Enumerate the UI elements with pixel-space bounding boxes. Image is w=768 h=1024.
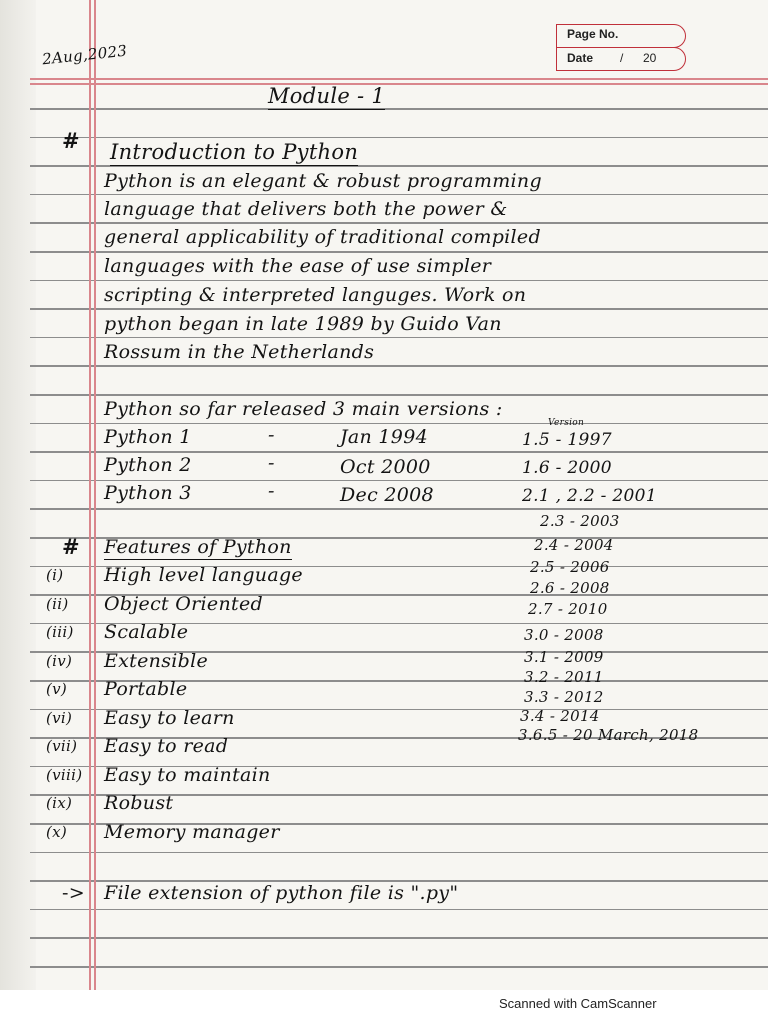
ruled-line — [30, 194, 768, 196]
release-date-3: Dec 2008 — [340, 484, 434, 506]
scanner-footer: Scanned with CamScanner — [499, 996, 657, 1011]
version-list-item: 2.6 - 2008 — [530, 579, 610, 597]
release-version-3: 2.1 , 2.2 - 2001 — [522, 486, 657, 506]
date-label: Date — [567, 51, 594, 65]
feature-number: (ii) — [46, 594, 69, 613]
top-red-rule-2 — [30, 83, 768, 85]
feature-item: High level language — [104, 564, 303, 586]
feature-number: (i) — [46, 566, 64, 584]
intro-line-7: Rossum in the Netherlands — [104, 341, 375, 363]
feature-item: Extensible — [104, 649, 209, 672]
ruled-line — [30, 280, 768, 282]
feature-number: (iii) — [46, 623, 74, 641]
ruled-line — [30, 251, 768, 253]
feature-item: Object Oriented — [104, 592, 263, 615]
feature-number: (v) — [46, 680, 68, 698]
release-date-2: Oct 2000 — [340, 456, 431, 478]
release-name-3: Python 3 — [104, 482, 192, 504]
feature-number: (iv) — [46, 651, 73, 670]
page-no-label: Page No. — [567, 27, 619, 41]
margin-line — [89, 0, 91, 990]
entry-date: 2Aug,2023 — [41, 41, 128, 69]
intro-line-2: language that delivers both the power & — [104, 198, 508, 220]
margin-line-2 — [94, 0, 96, 990]
intro-line-3: general applicability of traditional compiled — [104, 226, 541, 248]
ruled-line — [30, 222, 768, 224]
ruled-line — [30, 137, 768, 139]
ruled-line — [30, 423, 768, 425]
ruled-line — [30, 108, 768, 110]
versions-heading: Python so far released 3 main versions : — [104, 398, 503, 420]
feature-item: Easy to learn — [104, 706, 235, 729]
intro-bullet: # — [62, 128, 80, 153]
feature-item: Robust — [104, 792, 174, 814]
version-list-item: 3.0 - 2008 — [524, 626, 604, 644]
ruled-line — [30, 337, 768, 339]
release-name-2: Python 2 — [104, 454, 192, 476]
version-list-item: 3.4 - 2014 — [520, 707, 600, 725]
ruled-line — [30, 451, 768, 453]
ruled-line — [30, 852, 768, 854]
intro-heading: Introduction to Python — [110, 140, 359, 164]
date-year: 20 — [643, 51, 657, 65]
release-dash-3: - — [268, 480, 275, 502]
feature-number: (ix) — [46, 794, 73, 812]
release-version-1: 1.5 - 1997 — [522, 430, 612, 450]
release-dash-1: - — [268, 424, 275, 446]
page-binding-edge — [0, 0, 36, 990]
version-list-item: 2.5 - 2006 — [530, 558, 610, 576]
ruled-line — [30, 909, 768, 911]
top-red-rule — [30, 78, 768, 80]
version-list-item: 2.4 - 2004 — [534, 536, 614, 554]
features-heading: Features of Python — [104, 536, 292, 558]
feature-item: Memory manager — [104, 820, 280, 843]
feature-number: (vii) — [46, 737, 78, 755]
version-list-item: 2.3 - 2003 — [540, 512, 620, 530]
version-column-label: Version — [548, 418, 585, 428]
intro-line-1: Python is an elegant & robust programming — [104, 170, 542, 192]
version-list-item: 2.7 - 2010 — [528, 600, 608, 618]
ruled-line — [30, 308, 768, 310]
version-list-item: 3.1 - 2009 — [524, 648, 604, 666]
date-box — [556, 47, 686, 71]
feature-number: (x) — [46, 822, 68, 841]
features-bullet: # — [62, 534, 80, 559]
page-title: Module - 1 — [268, 84, 386, 108]
ruled-line — [30, 508, 768, 510]
arrow-icon: -> — [62, 882, 85, 904]
version-list-item: 3.2 - 2011 — [524, 668, 604, 686]
release-version-2: 1.6 - 2000 — [522, 458, 612, 478]
release-name-1: Python 1 — [104, 426, 192, 448]
feature-item: Scalable — [104, 621, 189, 643]
page-no-box — [556, 24, 686, 48]
file-extension-note: File extension of python file is ".py" — [104, 882, 459, 904]
date-separator: / — [620, 51, 624, 65]
release-dash-2: - — [268, 452, 275, 474]
version-list-item: 3.6.5 - 20 March, 2018 — [518, 726, 699, 744]
feature-item: Easy to maintain — [104, 763, 271, 786]
ruled-line — [30, 937, 768, 939]
intro-line-5: scripting & interpreted languges. Work on — [104, 284, 527, 306]
ruled-line — [30, 966, 768, 968]
release-date-1: Jan 1994 — [340, 426, 428, 448]
version-list-item: 3.3 - 2012 — [524, 688, 604, 706]
ruled-line — [30, 394, 768, 396]
intro-line-6: python began in late 1989 by Guido Van — [104, 313, 502, 335]
feature-item: Easy to read — [104, 735, 229, 757]
ruled-line — [30, 365, 768, 367]
feature-item: Portable — [104, 678, 188, 700]
feature-number: (viii) — [46, 765, 83, 784]
feature-number: (vi) — [46, 708, 73, 727]
intro-line-4: languages with the ease of use simpler — [104, 255, 492, 277]
